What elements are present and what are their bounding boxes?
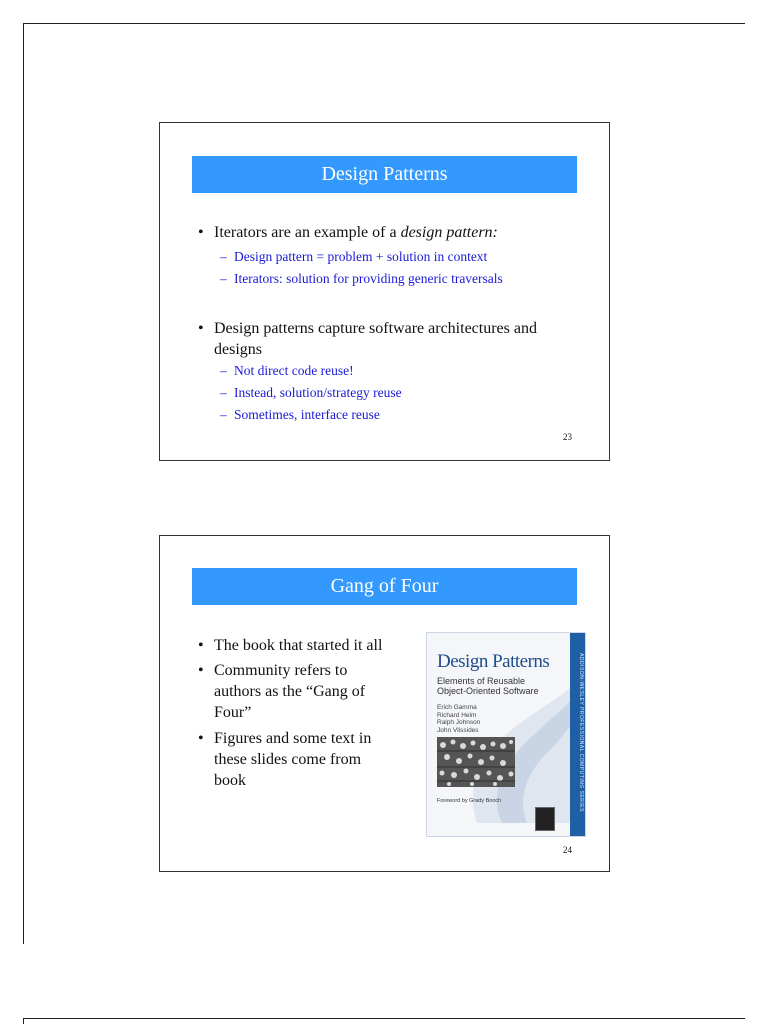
bullet-capture: [198, 318, 588, 360]
bullet-text: Community refers to authors as the “Gang of Four”: [214, 662, 366, 721]
bullet-text: The book that started it all: [214, 637, 383, 654]
bullet-community: [198, 660, 394, 723]
bullet-dot: •: [198, 224, 204, 241]
book-title: Design Patterns: [437, 651, 550, 672]
book-foreword: Foreword by Grady Booch: [437, 798, 502, 804]
slide-title: Gang of Four: [192, 568, 577, 605]
bullet-iterators: [198, 222, 578, 243]
book-escher-artwork: [437, 737, 515, 787]
bullet-text: Iterators are an example of a: [214, 224, 401, 241]
page-border-top: [23, 23, 745, 24]
book-subtitle: Elements of Reusable Object-Oriented Software: [437, 676, 539, 696]
sub-bullet: – Not direct code reuse!: [220, 363, 354, 378]
bullet-text: Design patterns capture software architectures and designs: [214, 320, 537, 358]
bullet-dot: •: [198, 637, 204, 654]
bullet-figures: [198, 728, 388, 791]
bullet-text: Figures and some text in these slides come from book: [214, 730, 372, 789]
publisher-logo-icon: [535, 807, 555, 831]
book-cover-image: [426, 632, 586, 837]
sub-bullet: – Design pattern = problem + solution in context: [220, 249, 488, 264]
slide-design-patterns: [159, 122, 610, 461]
bullet-dot: •: [198, 320, 204, 337]
slide-title: Design Patterns: [192, 156, 577, 193]
book-authors: Erich Gamma Richard Helm Ralph Johnson John Vlissides: [437, 704, 481, 734]
slide-gang-of-four: [159, 535, 610, 872]
bullet-dot: •: [198, 662, 204, 679]
slide-number: 23: [563, 432, 572, 442]
slide-number: 24: [563, 845, 572, 855]
sub-bullet: – Iterators: solution for providing generic traversals: [220, 271, 503, 286]
page-border-left: [23, 23, 24, 944]
bullet-book: [198, 635, 408, 656]
bullet-emphasis: design pattern:: [400, 224, 498, 241]
sub-bullet: – Instead, solution/strategy reuse: [220, 385, 402, 400]
next-page-border-top: [23, 1018, 745, 1019]
sub-bullet: – Sometimes, interface reuse: [220, 407, 380, 422]
next-page-border-left: [23, 1018, 24, 1024]
bullet-dot: •: [198, 730, 204, 747]
book-series: ADDISON-WESLEY PROFESSIONAL COMPUTING SERIES: [578, 653, 584, 812]
